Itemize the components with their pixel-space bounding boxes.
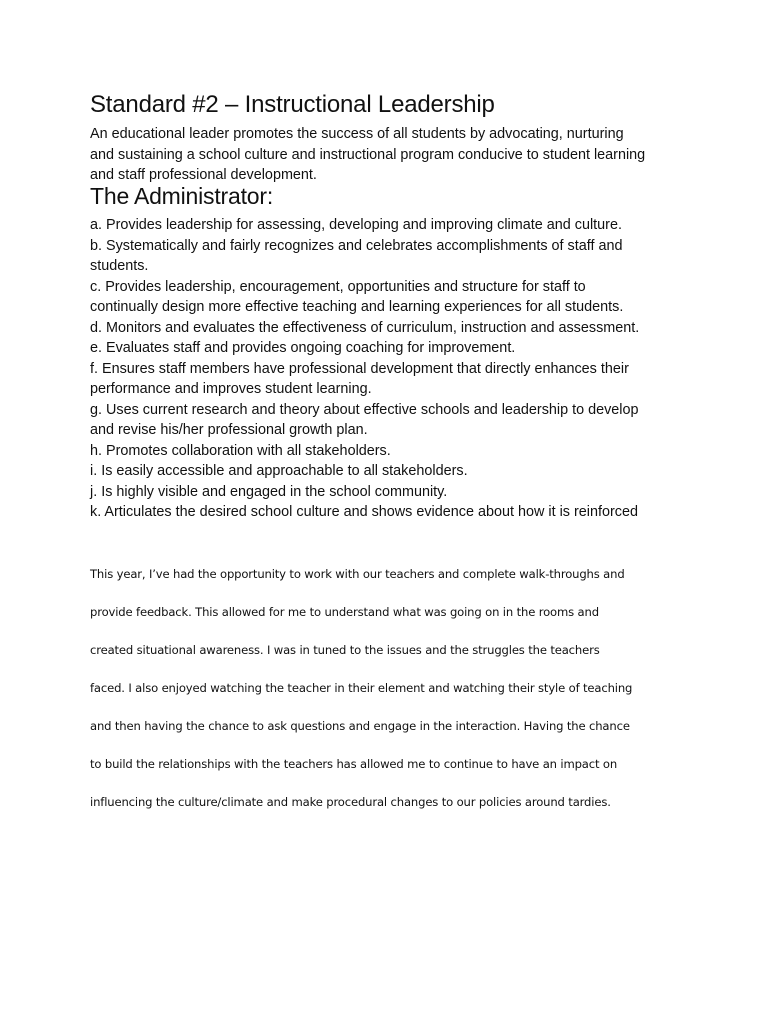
intro-line: and staff professional development. — [90, 167, 317, 183]
reflection-line: and then having the chance to ask questions and engage in the interaction. Having the chance — [90, 719, 630, 733]
reflection-line: faced. I also enjoyed watching the teacher in their element and watching their style of teaching — [90, 681, 633, 695]
list-item — [90, 482, 690, 503]
list-item — [90, 215, 690, 236]
standard-items-list — [90, 215, 690, 523]
list-item-line: students. — [90, 258, 149, 274]
list-item-line: i. Is easily accessible and approachable to all stakeholders. — [90, 463, 468, 479]
list-item-line: g. Uses current research and theory about effective schools and leadership to develop — [90, 401, 639, 418]
list-item — [90, 236, 690, 277]
list-item — [90, 318, 690, 339]
list-item — [90, 461, 690, 482]
list-item-line: performance and improves student learning. — [90, 381, 372, 397]
list-item — [90, 338, 690, 359]
reflection-line: influencing the culture/climate and make procedural changes to our policies around tardies. — [90, 795, 611, 809]
list-item-line: h. Promotes collaboration with all stakeholders. — [90, 442, 391, 459]
page-title: Standard #2 – Instructional Leadership — [90, 91, 495, 118]
list-item — [90, 400, 690, 441]
list-item-line: k. Articulates the desired school culture and shows evidence about how it is reinforced — [90, 504, 638, 520]
intro-line: and sustaining a school culture and instructional program conducive to student learning — [90, 146, 646, 163]
list-item-line: e. Evaluates staff and provides ongoing coaching for improvement. — [90, 340, 516, 356]
reflection-line: created situational awareness. I was in tuned to the issues and the struggles the teachers — [90, 643, 600, 657]
reflection-line: provide feedback. This allowed for me to understand what was going on in the rooms and — [90, 605, 599, 619]
standard-description — [90, 124, 690, 186]
list-item-line: j. Is highly visible and engaged in the school community. — [90, 483, 448, 500]
list-item-line: c. Provides leadership, encouragement, opportunities and structure for staff to — [90, 278, 586, 295]
reflection-line: to build the relationships with the teachers has allowed me to continue to have an impact on — [90, 757, 618, 771]
list-item-line: b. Systematically and fairly recognizes and celebrates accomplishments of staff and — [90, 237, 623, 254]
list-item-line: continually design more effective teaching and learning experiences for all students. — [90, 299, 624, 315]
list-item — [90, 277, 690, 318]
list-item — [90, 441, 690, 462]
list-item-line: and revise his/her professional growth plan. — [90, 422, 368, 438]
list-item-line: f. Ensures staff members have professional development that directly enhances their — [90, 360, 629, 377]
list-item — [90, 359, 690, 400]
list-item-line: d. Monitors and evaluates the effectiveness of curriculum, instruction and assessment. — [90, 319, 640, 336]
reflection-paragraph — [90, 555, 700, 821]
list-item — [90, 502, 690, 523]
reflection-line: This year, I’ve had the opportunity to work with our teachers and complete walk-throughs and — [90, 567, 625, 581]
list-item-line: a. Provides leadership for assessing, developing and improving climate and culture. — [90, 217, 622, 233]
intro-line: An educational leader promotes the success of all students by advocating, nurturing — [90, 126, 624, 142]
section-heading: The Administrator: — [90, 183, 274, 209]
